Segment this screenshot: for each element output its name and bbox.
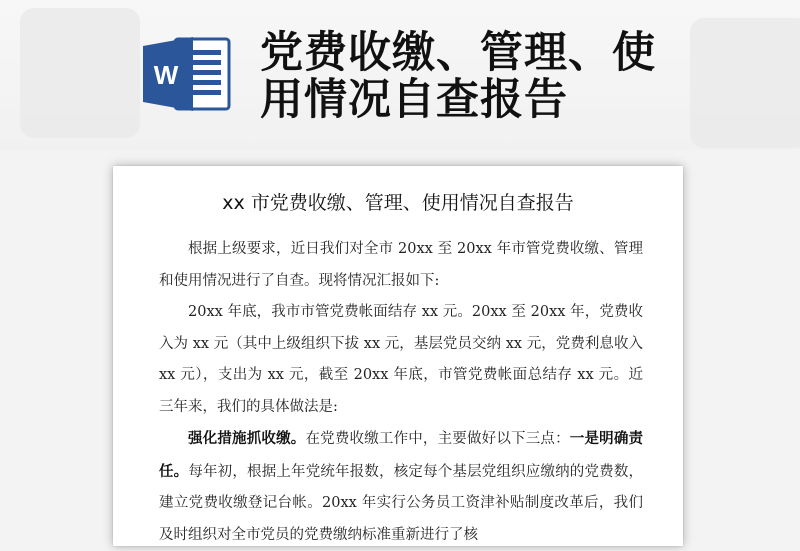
banner-title: 党费收缴、管理、使 用情况自查报告 <box>260 28 656 125</box>
bold-heading: 一是明确责任。 <box>159 430 644 480</box>
bold-heading: 强化措施抓收缴。 <box>188 430 306 447</box>
word-document-icon <box>141 36 233 112</box>
paragraph-text: 在党费收缴工作中，主要做好以下三点： <box>305 431 570 447</box>
document-title: xx 市党费收缴、管理、使用情况自查报告 <box>222 192 574 214</box>
document-body <box>159 234 643 551</box>
paragraph <box>159 423 643 551</box>
word-icon-letter: W <box>153 60 179 90</box>
paragraph: 根据上级要求，近日我们对全市 20xx 至 20xx 年市管党费收缴、管理和使用情况进行了自查。现将情况汇报如下: <box>159 241 643 289</box>
paragraph: 20xx 年底，我市市管党费帐面结存 xx 元。20xx 至 20xx 年，党费收入为 xx 元（其中上级组织下拔 xx 元，基层党员交纳 xx 元，党费利息收入 xx 元），支出为 xx 元，截至 20xx 年底，市管党费帐面总结存 xx 元。近三年来，我们的具体做法是: <box>159 304 643 415</box>
paragraph-text: 每年初，根据上年党统年报数，核定每个基层党组织应缴纳的党费数，建立党费收缴登记台帐。20xx 年实行公务员工资津补贴制度改革后，我们及时组织对全市党员的党费缴纳标准重新进行了核 <box>159 463 643 543</box>
background-decoration <box>20 8 140 138</box>
document-page <box>113 166 683 546</box>
